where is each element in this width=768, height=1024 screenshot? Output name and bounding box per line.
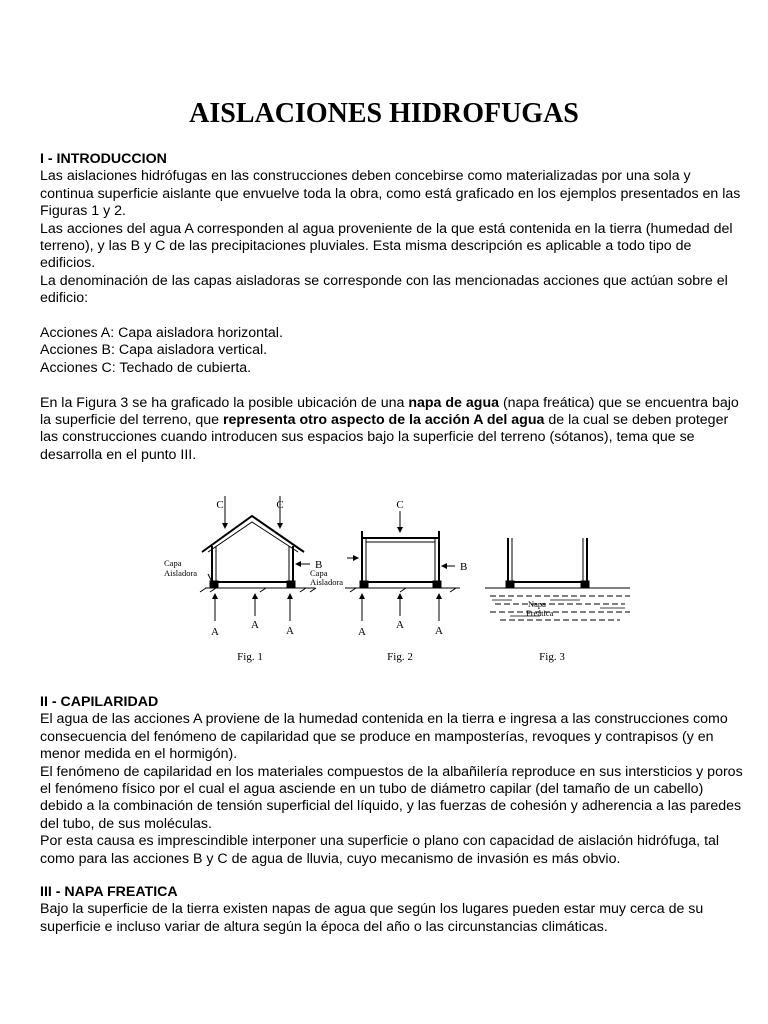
section-heading: II - CAPILARIDAD [40, 694, 159, 710]
paragraph: En la Figura 3 se ha graficado la posible ubicación de una napa de agua (napa freática) que se encuentra bajo la superficie del terreno, que representa otro aspecto de la acción A del agua de la cual se deben proteger las construcciones cuando introducen sus espacios bajo la superficie del terreno (sótanos), tema que se desarrolla en el punto III. [40, 394, 739, 463]
bold-text: representa otro aspecto de la acción A del agua [222, 412, 545, 429]
paragraph: La denominación de las capas aisladoras se corresponde con las mencionadas acciones que actúan sobre el edificio: [40, 272, 728, 307]
fig-letter: A [435, 625, 443, 637]
paragraph: Las aislaciones hidrófugas en las construcciones deben concebirse como materializadas por una sola y continua superficie aislante que envuelve toda la obra, como está graficado en los ejemplos presentados en las Figuras 1 y 2. [40, 168, 741, 220]
capa-label: Aisladora [164, 568, 198, 578]
figure-caption: Fig. 3 [539, 651, 565, 663]
paragraph: Las acciones del agua A corresponden al agua proveniente de la que está contenida en la tierra (humedad del terreno), y las B y C de las precipitaciones pluviales. Esta misma descripción es aplicable a todo tipo de edificios. [40, 220, 733, 272]
fig1-house [200, 516, 316, 592]
list-item: Acciones A: Capa aisladora horizontal. [40, 325, 283, 342]
list-item: Acciones B: Capa aisladora vertical. [40, 342, 268, 359]
figure-diagrams [150, 486, 640, 666]
fig-letter: B [460, 561, 468, 573]
napa-label: Freática [526, 608, 554, 618]
napa-label: Napa [528, 599, 546, 609]
fig-letter: C [216, 499, 224, 511]
fig-letter: A [251, 619, 259, 631]
bold-text: napa de agua [408, 394, 499, 411]
fig-letter: C [276, 499, 284, 511]
capa-label: Capa [164, 558, 182, 568]
fig-letter: A [396, 619, 404, 631]
fig2-building [345, 531, 460, 592]
paragraph: Bajo la superficie de la tierra existen napas de agua que según los lugares pueden estar muy cerca de su superficie e incluso variar de altura según la época del año o las circunstancias climáticas. [40, 901, 704, 935]
paragraph: El agua de las acciones A proviene de la humedad contenida en la tierra e ingresa a las construcciones como consecuencia del fenómeno de capilaridad que se produce en mamposterías, revoques y contrapisos (y en menor medida en el hormigón). [40, 711, 728, 763]
capa-label: Capa [310, 568, 328, 578]
figure-caption: Fig. 1 [237, 651, 263, 663]
fig3-napa [485, 538, 630, 620]
fig-letter: A [211, 626, 219, 638]
list-item: Acciones C: Techado de cubierta. [40, 359, 252, 376]
section-napa-freatica [40, 884, 748, 936]
paragraph: Por esta causa es imprescindible interponer una superficie o plano con capacidad de aislación hidrófuga, tal como para las acciones B y C de agua de lluvia, cuyo mecanismo de invasión es más obvio. [40, 833, 720, 867]
fig-letter: A [358, 626, 366, 638]
paragraph: El fenómeno de capilaridad en los materiales compuestos de la albañilería reproduce en sus intersticios y poros el fenómeno físico por el cual el agua asciende en un tubo de diámetro capilar (del tamaño de un cabello) debido a la combinación de tensión superficial del líquido, y las fuerzas de cohesión y adherencia a las paredes del tubo, de sus moléculas. [40, 763, 743, 832]
section-introduccion [40, 151, 748, 464]
capa-label: Aisladora [310, 577, 344, 587]
section-heading: III - NAPA FREATICA [40, 884, 178, 900]
document-title: AISLACIONES HIDROFUGAS [189, 98, 579, 129]
fig-letter: B [315, 559, 323, 571]
section-heading: I - INTRODUCCION [40, 151, 167, 167]
fig-letter: C [396, 499, 404, 511]
fig-letter: A [286, 625, 294, 637]
figure-caption: Fig. 2 [387, 651, 413, 663]
section-capilaridad [40, 694, 748, 868]
